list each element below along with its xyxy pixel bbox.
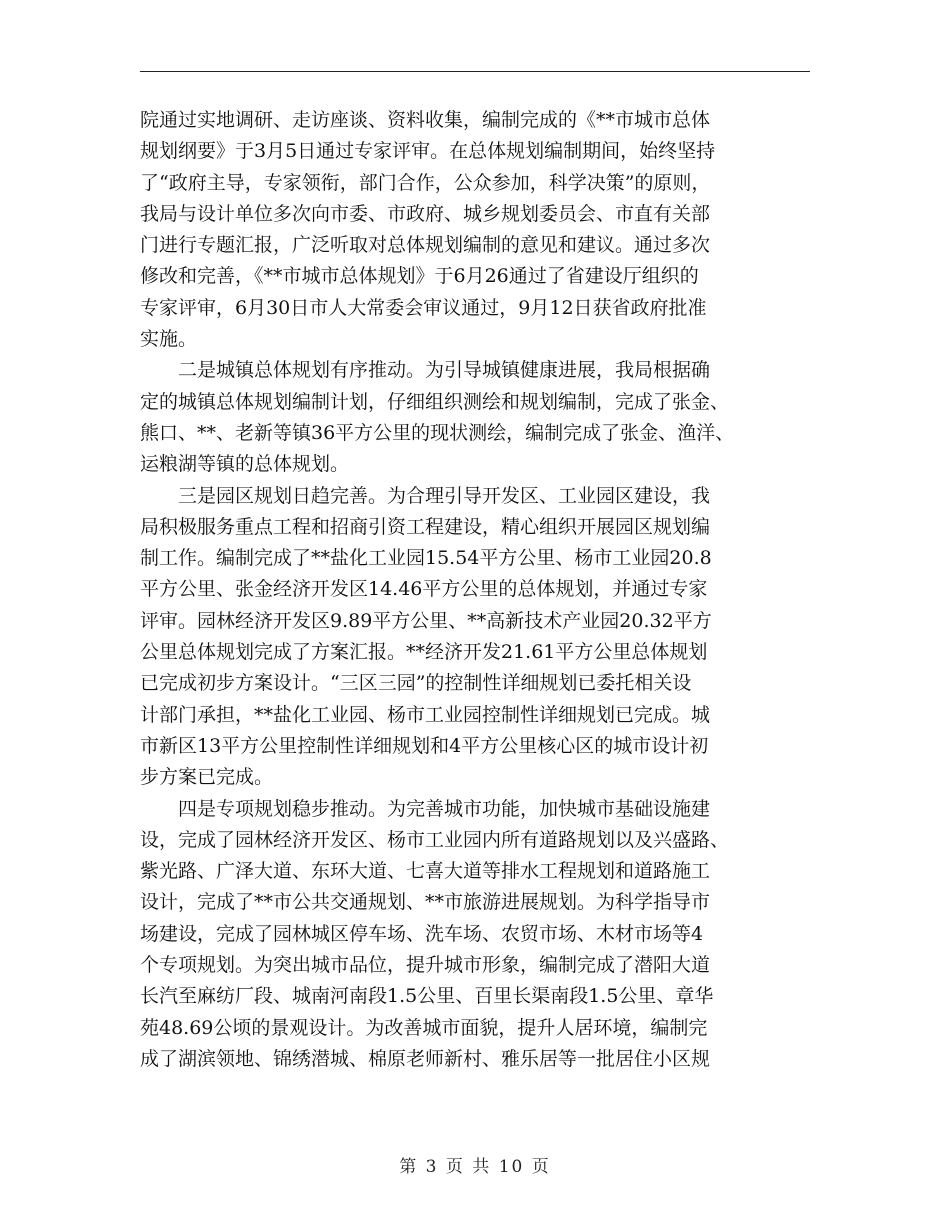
paragraph	[140, 355, 810, 480]
text-line: 院通过实地调研、走访座谈、资料收集，编制完成的《**市城市总体	[140, 109, 711, 131]
text-line: 修改和完善，《**市城市总体规划》于6月26通过了省建设厅组织的	[140, 265, 699, 288]
text-line: 制工作。编制完成了**盐化工业园15.54平方公里、杨市工业园20.8	[140, 547, 712, 570]
text-line: 二是城镇总体规划有序推动。为引导城镇健康进展，我局根据确	[178, 359, 711, 382]
text-line: 紫光路、广泽大道、东环大道、七喜大道等排水工程规划和道路施工	[140, 860, 711, 883]
text-line: 已完成初步方案设计。“三区三园”的控制性详细规划已委托相关设	[140, 672, 692, 695]
text-line: 评审。园林经济开发区9.89平方公里、**高新技术产业园20.32平方	[140, 609, 712, 632]
text-line: 熊口、**、老新等镇36平方公里的现状测绘，编制完成了张金、渔洋、	[140, 421, 735, 444]
text-line: 个专项规划。为突出城市品位，提升城市形象，编制完成了潜阳大道	[140, 954, 711, 977]
text-line: 局积极服务重点工程和招商引资工程建设，精心组织开展园区规划编	[140, 515, 711, 538]
text-line: 场建设，完成了园林城区停车场、洗车场、农贸市场、木材市场等4	[140, 922, 704, 945]
text-line: 定的城镇总体规划编制计划，仔细组织测绘和规划编制，完成了张金、	[140, 390, 730, 413]
text-line: 了“政府主导，专家领衔，部门合作，公众参加，科学决策”的原则，	[140, 171, 711, 194]
text-line: 步方案已完成。	[140, 766, 274, 789]
paragraph	[140, 481, 810, 794]
paragraph	[140, 105, 810, 355]
text-line: 门进行专题汇报，广泛听取对总体规划编制的意见和建议。通过多次	[140, 234, 711, 257]
text-line: 规划纲要》于3月5日通过专家评审。在总体规划编制期间，始终坚持	[140, 140, 716, 163]
text-line: 设，完成了园林经济开发区、杨市工业园内所有道路规划以及兴盛路、	[140, 828, 730, 851]
text-line: 平方公里、张金经济开发区14.46平方公里的总体规划，并通过专家	[140, 578, 708, 601]
paragraph	[140, 794, 810, 1076]
text-line: 我局与设计单位多次向市委、市政府、城乡规划委员会、市直有关部	[140, 202, 711, 225]
text-line: 苑48.69公顷的景观设计。为改善城市面貌，提升人居环境，编制完	[140, 1016, 708, 1039]
text-line: 公里总体规划完成了方案汇报。**经济开发21.61平方公里总体规划	[140, 641, 708, 664]
text-line: 实施。	[140, 328, 198, 351]
text-line: 三是园区规划日趋完善。为合理引导开发区、工业园区建设，我	[178, 484, 711, 507]
text-line: 运粮湖等镇的总体规划。	[140, 453, 350, 476]
page-footer: 第 3 页 共 10 页	[399, 1157, 551, 1177]
text-line: 设计，完成了**市公共交通规划、**市旅游进展规划。为科学指导市	[140, 891, 711, 914]
text-line: 四是专项规划稳步推动。为完善城市功能，加快城市基础设施建	[178, 797, 711, 820]
text-line: 计部门承担，**盐化工业园、杨市工业园控制性详细规划已完成。城	[140, 703, 711, 726]
text-line: 市新区13平方公里控制性详细规划和4平方公里核心区的城市设计初	[140, 734, 709, 757]
document-body	[140, 105, 810, 1075]
text-line: 成了湖滨领地、锦绣潜城、棉原老师新村、雅乐居等一批居住小区规	[140, 1047, 711, 1070]
text-line: 专家评审，6月30日市人大常委会审议通过，9月12日获省政府批准	[140, 296, 707, 319]
text-line: 长汽至麻纺厂段、城南河南段1.5公里、百里长渠南段1.5公里、章华	[140, 985, 714, 1008]
header-rule	[140, 71, 810, 72]
